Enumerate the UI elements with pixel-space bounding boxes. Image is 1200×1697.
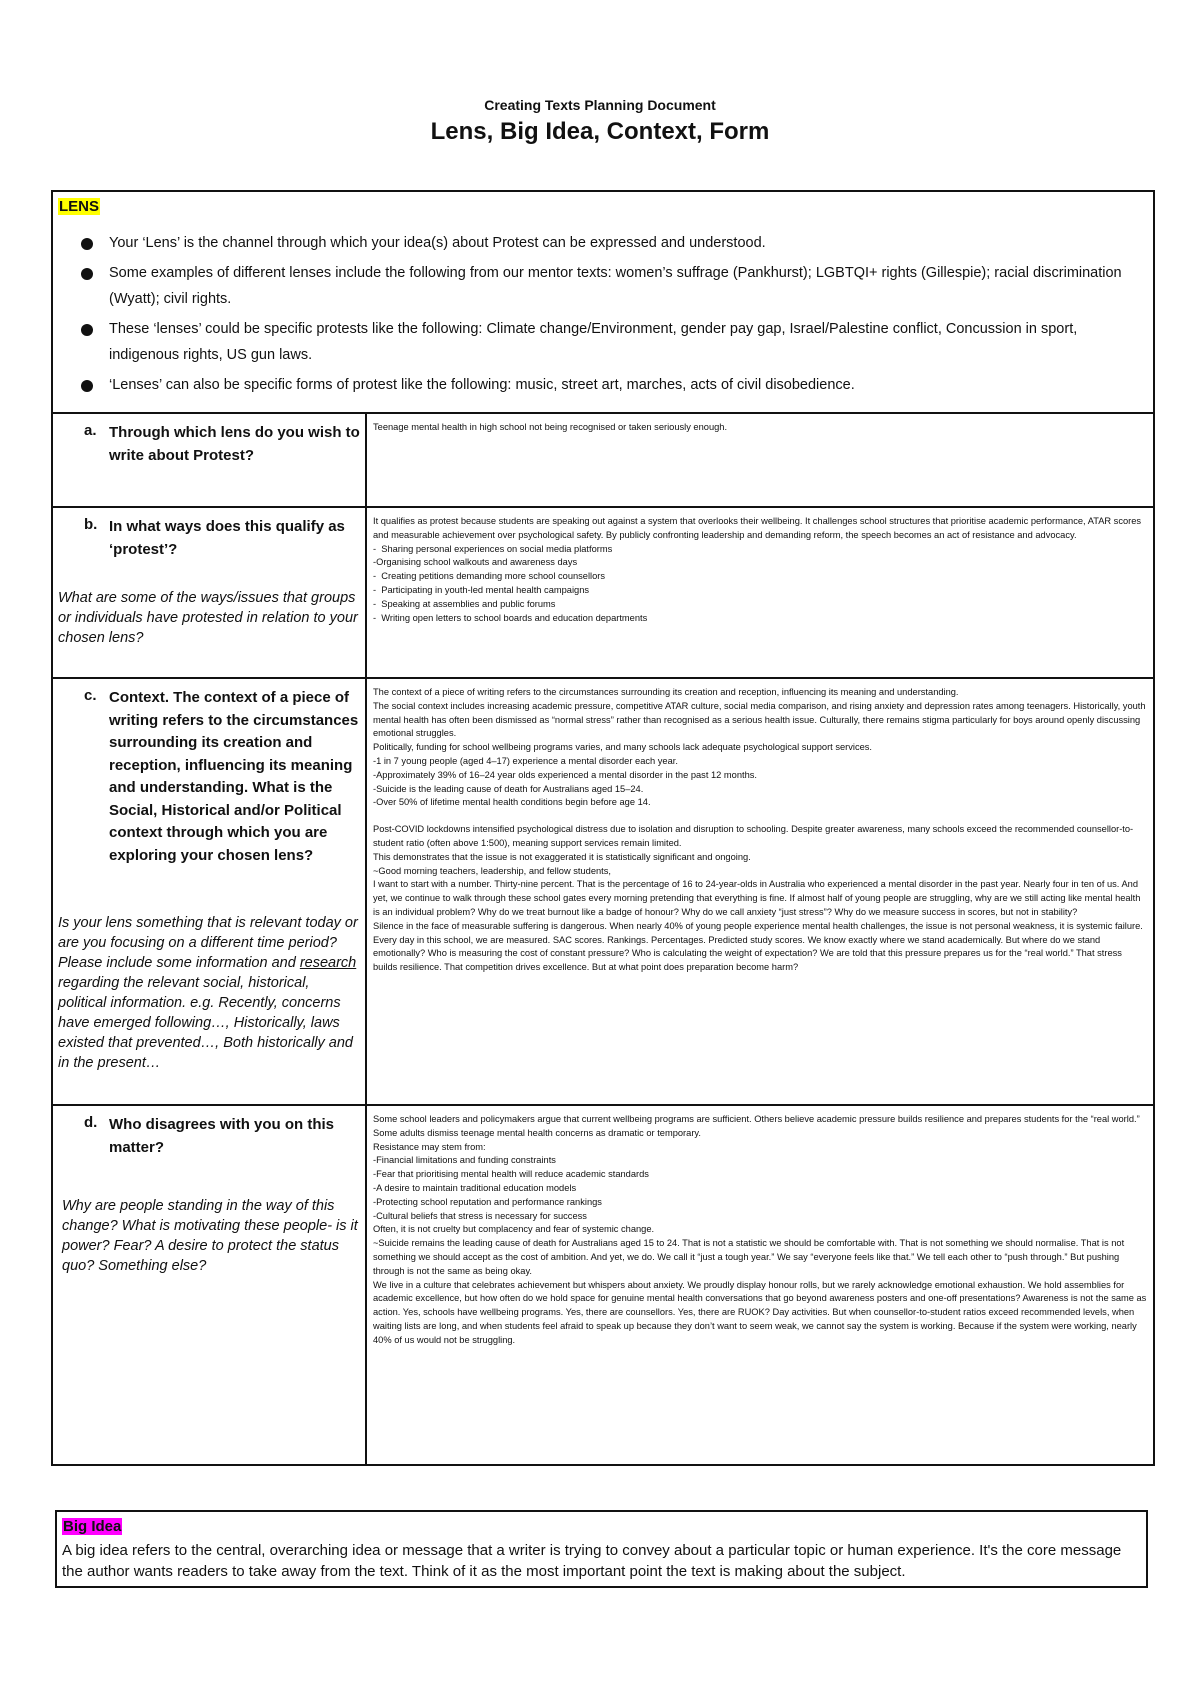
- question-letter: c.: [84, 687, 97, 704]
- answer-list-item: -Approximately 39% of 16–24 year olds experienced a mental disorder in the past 12 months.: [373, 769, 757, 780]
- answer-paragraph: Politically, funding for school wellbeing programs varies, and many schools lack adequate psychological support services.: [373, 742, 873, 753]
- question-cell-a: [53, 414, 367, 506]
- lens-bullet-text: Your ‘Lens’ is the channel through which your idea(s) about Protest can be expressed and understood.: [109, 235, 766, 251]
- answer-cell-b[interactable]: [367, 508, 1153, 677]
- question-hint: What are some of the ways/issues that groups or individuals have protested in relation to your chosen lens?: [58, 590, 358, 646]
- question-cell-b: [53, 508, 367, 677]
- answer-paragraph: Often, it is not cruelty but complacency and fear of systemic change.: [373, 1224, 655, 1235]
- answer-list-item: -Protecting school reputation and performance rankings: [373, 1196, 602, 1207]
- question-hint: Why are people standing in the way of this change? What is motivating these people- is it power? Fear? A desire to protect the status quo? Something else?: [62, 1198, 358, 1274]
- lens-heading: LENS: [59, 198, 100, 215]
- answer-list-item: - Speaking at assemblies and public forums: [373, 598, 556, 609]
- question-hint: Is your lens something that is relevant today or are you focusing on a different time period? Please include some information and research regarding the relevant social, historical, political information. e.g. Recently, concerns have emerged following…, Historically, laws existed that prevented…, Both historically and in the present…: [58, 915, 358, 1071]
- bullet-icon: [81, 324, 93, 336]
- question-row-b: [53, 508, 1153, 679]
- bullet-icon: [81, 380, 93, 392]
- lens-bullet-text: These ‘lenses’ could be specific protests like the following: Climate change/Environment, gender pay gap, Israel/Palestine conflict, Concussion in sport, indigenous rights, US gun laws.: [109, 321, 1078, 363]
- answer-paragraph: The social context includes increasing academic pressure, competitive ATAR culture, social media comparison, and rising anxiety and depression rates among teenagers. Historically, youth mental health has often been dismissed as “normal stress” rather than recognised as a serious health issue. Culturally, there remains stigma particularly for boys around openly discussing emotional struggles.: [373, 700, 1149, 739]
- answer-cell-a[interactable]: [367, 414, 1153, 506]
- bullet-icon: [81, 238, 93, 250]
- question-row-d: [53, 1106, 1153, 1464]
- lens-bullet-item: [81, 316, 1131, 368]
- question-cell-c: [53, 679, 367, 1104]
- bullet-icon: [81, 268, 93, 280]
- answer-list-item: -Fear that prioritising mental health will reduce academic standards: [373, 1169, 649, 1180]
- answer-paragraph: It qualifies as protest because students are speaking out against a system that overlooks their wellbeing. It challenges school structures that prioritise academic performance, ATAR scores and measurable achievement over psychological safety. By publicly confronting leadership and demanding reform, the speech becomes an act of resistance and advocacy.: [373, 516, 1144, 540]
- answer-list-item: -Cultural beliefs that stress is necessary for success: [373, 1210, 587, 1221]
- big-idea-section: [55, 1510, 1148, 1588]
- answer-list-item: -Financial limitations and funding constraints: [373, 1155, 556, 1166]
- answer-list-item: -A desire to maintain traditional education models: [373, 1182, 577, 1193]
- answer-list-item: -1 in 7 young people (aged 4–17) experience a mental disorder each year.: [373, 755, 678, 766]
- lens-bullet-list: [81, 230, 1131, 402]
- answer-paragraph: Some school leaders and policymakers argue that current wellbeing programs are sufficient. Others believe academic pressure builds resilience and prepares students for the “real world.” Some adults dismiss teenage mental health concerns as dramatic or temporary.: [373, 1114, 1143, 1138]
- answer-list-item: -Over 50% of lifetime mental health conditions begin before age 14.: [373, 797, 651, 808]
- lens-section: [53, 192, 1153, 414]
- answer-paragraph: We live in a culture that celebrates achievement but whispers about anxiety. We proudly display honour rolls, but we rarely acknowledge emotional exhaustion. We hold assemblies for academic excellence, but how often do we hold space for genuine mental health conversations that go beyond awareness posters and one-off presentations? Awareness is not the same as action. Yes, schools have wellbeing programs. Yes, there are counsellors. Yes, there are RUOK? Day activities. But when counsellor-to-student ratios exceed recommended levels, when waiting lists are long, and when students feel afraid to speak up because they don’t want to seem weak, we cannot say the system is working. Because if the system were working, nearly 40% of us would not be struggling.: [373, 1279, 1149, 1345]
- planning-table: [51, 190, 1155, 1466]
- lens-bullet-item: [81, 260, 1131, 312]
- question-cell-d: [53, 1106, 367, 1464]
- answer-paragraph: I want to start with a number. Thirty-nine percent. That is the percentage of 16 to 24-year-olds in Australia who experienced a mental disorder in the past year. Nearly four in ten of us. And yet, we continue to walk through these school gates every morning pretending that everything is fine. If almost half of young people are struggling, why are we still acting like mental health is an individual problem? Why do we treat burnout like a badge of honour? Why do we call anxiety “just stress”? Why do we measure success in scores, but not in stability?: [373, 879, 1144, 917]
- answer-list-item: -Organising school walkouts and awareness days: [373, 557, 578, 568]
- question-text: Who disagrees with you on this matter?: [109, 1116, 335, 1156]
- answer-paragraph: The context of a piece of writing refers to the circumstances surrounding its creation and reception, influencing its meaning and understanding.: [373, 687, 959, 697]
- document-subtitle: Creating Texts Planning Document: [484, 97, 716, 113]
- big-idea-heading: Big Idea: [63, 1518, 122, 1535]
- answer-list-item: - Writing open letters to school boards and education departments: [373, 612, 648, 623]
- question-letter: d.: [84, 1114, 98, 1131]
- question-text: In what ways does this qualify as ‘protest’?: [109, 518, 345, 558]
- big-idea-text: A big idea refers to the central, overarching idea or message that a writer is trying to convey about a particular topic or human experience. It's the core message the author wants readers to take away from the text. Think of it as the most important point the text is making about the subject.: [62, 1542, 1122, 1580]
- answer-list-item: - Creating petitions demanding more school counsellors: [373, 571, 606, 582]
- answer-cell-c[interactable]: [367, 679, 1153, 1104]
- question-row-c: [53, 679, 1153, 1106]
- answer-list-item: - Sharing personal experiences on social media platforms: [373, 543, 613, 554]
- question-row-a: [53, 414, 1153, 508]
- document-title: Lens, Big Idea, Context, Form: [430, 118, 770, 145]
- question-text: Context. The context of a piece of writing refers to the circumstances surrounding its creation and reception, influencing its meaning and understanding. What is the Social, Historical and/or Political context through which you are exploring your chosen lens?: [109, 689, 359, 864]
- question-letter: b.: [84, 516, 98, 533]
- lens-bullet-text: Some examples of different lenses include the following from our mentor texts: women’s suffrage (Pankhurst); LGBTQI+ rights (Gillespie); racial discrimination (Wyatt); civil rights.: [109, 265, 1122, 307]
- answer-list-item: -Suicide is the leading cause of death for Australians aged 15–24.: [373, 783, 644, 794]
- answer-paragraph: ~Suicide remains the leading cause of death for Australians aged 15 to 24. That is not a statistic we should be comfortable with. That is not something we should normalise. That is not something we should accept as the cost of ambition. And yet, we do. We call it “just a tough year.” We say “everyone feels like that.” We tell each other to “push through.” But pushing through is not the same as being okay.: [373, 1238, 1127, 1276]
- answer-cell-d[interactable]: [367, 1106, 1153, 1464]
- research-underlined: research: [299, 955, 357, 971]
- answer-paragraph: Post-COVID lockdowns intensified psychological distress due to isolation and disruption to schooling. Despite greater awareness, many schools exceed the recommended counsellor-to-student ratio (often above 1:500), meaning support services remain limited.: [373, 824, 1134, 848]
- lens-bullet-text: ‘Lenses’ can also be specific forms of protest like the following: music, street art, marches, acts of civil disobedience.: [109, 377, 855, 393]
- question-letter: a.: [84, 422, 97, 439]
- answer-paragraph: Silence in the face of measurable suffering is dangerous. When nearly 40% of young people experience mental health challenges, the issue is not personal weakness, it is systemic failure. Every day in this school, we are measured. SAC scores. Rankings. Percentages. Predicted study scores. We know exactly where we stand academically. But where do we stand emotionally? Who is measuring the cost of constant pressure? Who is calculating the weight of expectation? We are told that this pressure prepares us for the “real world.” That stress builds resilience. That competition drives excellence. But at what point does preparation become harm?: [373, 920, 1146, 973]
- answer-list-item: - Participating in youth-led mental health campaigns: [373, 584, 590, 595]
- question-text: Through which lens do you wish to write about Protest?: [109, 424, 360, 464]
- answer-paragraph: This demonstrates that the issue is not exaggerated it is statistically significant and ongoing.: [373, 851, 751, 862]
- answer-paragraph: Teenage mental health in high school not being recognised or taken seriously enough.: [373, 422, 728, 432]
- answer-paragraph: ~Good morning teachers, leadership, and fellow students,: [373, 865, 611, 876]
- answer-paragraph: Resistance may stem from:: [373, 1141, 486, 1152]
- lens-bullet-item: [81, 230, 1131, 256]
- lens-bullet-item: [81, 372, 1131, 398]
- paragraph-gap: [373, 810, 1147, 823]
